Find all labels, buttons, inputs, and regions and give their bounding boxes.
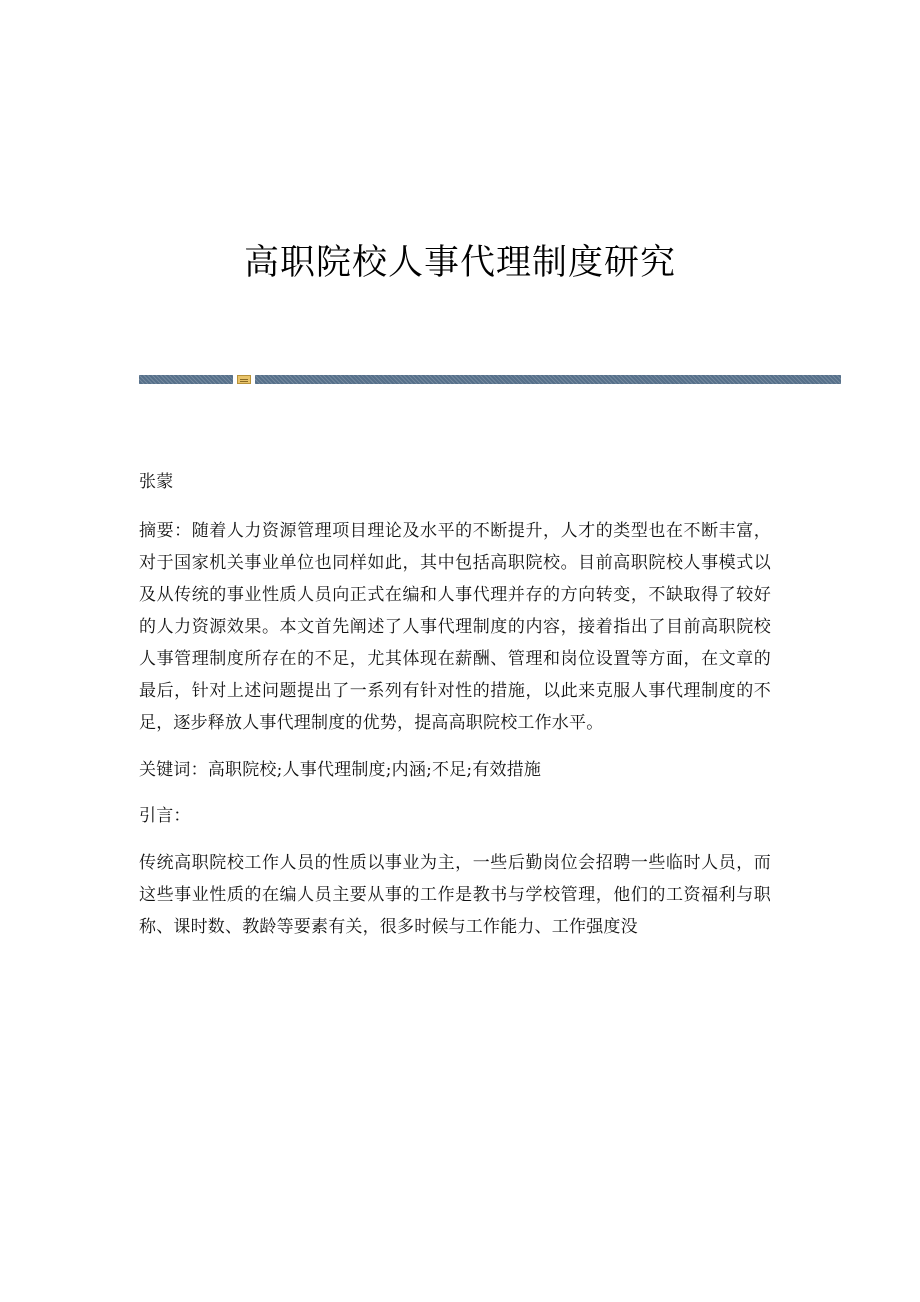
page-title: 高职院校人事代理制度研究 [243, 243, 676, 284]
document-body [139, 466, 771, 943]
divider-ornament-icon [237, 375, 251, 384]
title-divider [139, 375, 841, 384]
intro-heading: 引言： [139, 806, 191, 826]
abstract-text: 随着人力资源管理项目理论及水平的不断提升，人才的类型也在不断丰富，对于国家机关事业单位也同样如此，其中包括高职院校。目前高职院校人事模式以及从传统的事业性质人员向正式在编和人事代理并存的方向转变，不缺取得了较好的人力资源效果。本文首先阐述了人事代理制度的内容，接着指出了目前高职院校人事管理制度所存在的不足，尤其体现在薪酬、管理和岗位设置等方面，在文章的最后，针对上述问题提出了一系列有针对性的措施，以此来克服人事代理制度的不足，逐步释放人事代理制度的优势，提高高职院校工作水平。 [139, 521, 771, 733]
divider-bar-left [139, 375, 233, 384]
keywords-text: 高职院校;人事代理制度;内涵;不足;有效措施 [207, 760, 542, 780]
keywords-label: 关键词： [139, 760, 208, 780]
abstract-label: 摘要： [139, 521, 192, 541]
keywords-paragraph [139, 754, 771, 786]
abstract-paragraph [139, 515, 771, 739]
intro-paragraph: 传统高职院校工作人员的性质以事业为主，一些后勤岗位会招聘一些临时人员，而这些事业性质的在编人员主要从事的工作是教书与学校管理，他们的工资福利与职称、课时数、教龄等要素有关，很多时候与工作能力、工作强度没 [139, 853, 771, 937]
author-name: 张蒙 [139, 472, 174, 492]
divider-bar-right [255, 375, 841, 384]
